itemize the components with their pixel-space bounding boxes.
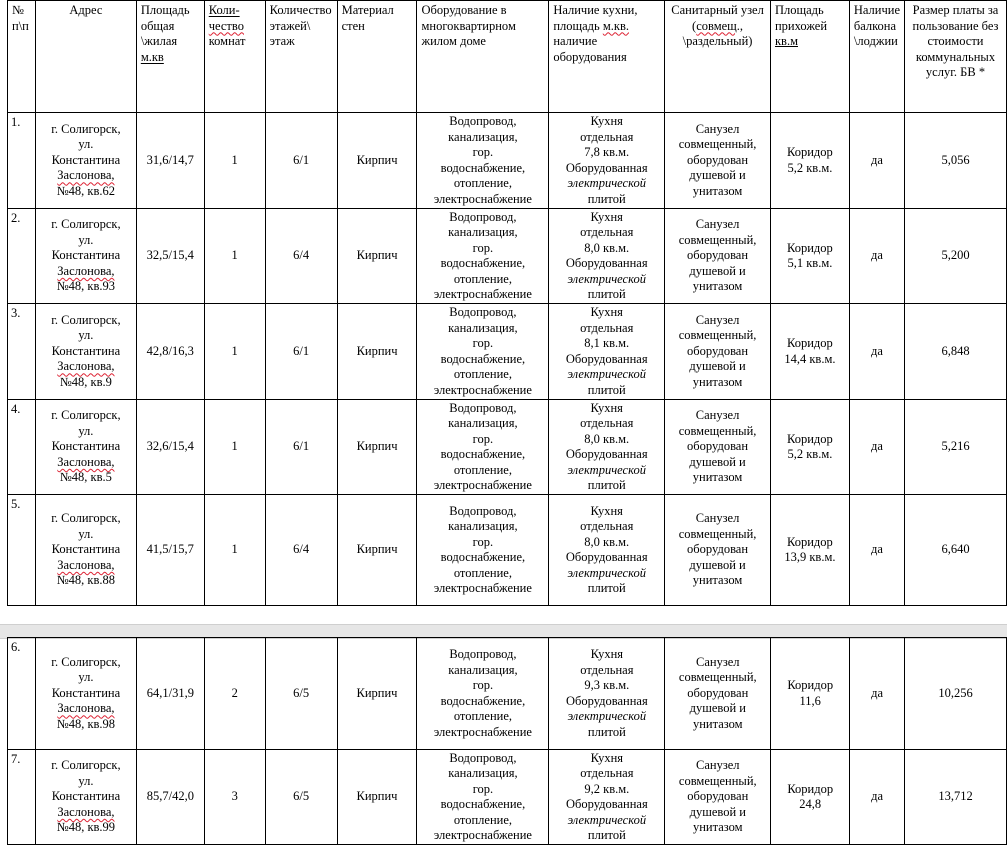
floors-cell: 6/4: [265, 209, 337, 304]
header-balcony: Наличие балкона \лоджии: [849, 1, 904, 113]
table-row: [8, 638, 1007, 750]
table-row: [8, 113, 1007, 209]
table-row: [8, 209, 1007, 304]
payment-cell: 5,216: [905, 400, 1007, 495]
hall-cell: Коридор 5,2 кв.м.: [770, 113, 849, 209]
address-cell: г. Солигорск, ул. Константина Заслонова, №48, кв.9: [35, 304, 136, 400]
header-payment: Размер платы за пользование без стоимости коммунальных услуг. БВ *: [905, 1, 1007, 113]
address-cell: г. Солигорск, ул. Константина Заслонова, №48, кв.5: [35, 400, 136, 495]
header-walls: Материал стен: [337, 1, 417, 113]
balcony-cell: да: [849, 304, 904, 400]
hall-cell: Коридор 11,6: [771, 638, 850, 750]
walls-cell: Кирпич: [337, 113, 417, 209]
payment-cell: 6,848: [905, 304, 1007, 400]
sanitary-cell: Санузел совмещенный, оборудован душевой и унитазом: [665, 400, 771, 495]
table-body-2: [8, 638, 1007, 845]
equipment-cell: Водопровод, канализация, гор. водоснабжение, отопление, электроснабжение: [417, 209, 549, 304]
equipment-cell: Водопровод, канализация, гор. водоснабжение, отопление, электроснабжение: [417, 400, 549, 495]
rooms-cell: 1: [204, 400, 265, 495]
address-cell: г. Солигорск, ул. Константина Заслонова, №48, кв.62: [35, 113, 136, 209]
apartments-table-page-2: [7, 637, 1007, 845]
header-floors: Количество этажей\ этаж: [265, 1, 337, 113]
row-number: 1.: [8, 113, 36, 209]
walls-cell: Кирпич: [337, 400, 417, 495]
balcony-cell: да: [849, 209, 904, 304]
header-num: № п\п: [8, 1, 36, 113]
hall-cell: Коридор 5,1 кв.м.: [770, 209, 849, 304]
floors-cell: 6/5: [265, 750, 337, 845]
header-sanitary: Санитарный узел (совмещ., \раздельный): [665, 1, 771, 113]
rooms-cell: 2: [204, 638, 265, 750]
table-row: [8, 400, 1007, 495]
row-number: 4.: [8, 400, 36, 495]
walls-cell: Кирпич: [337, 750, 417, 845]
header-address: Адрес: [35, 1, 136, 113]
equipment-cell: Водопровод, канализация, гор. водоснабжение, отопление, электроснабжение: [417, 113, 549, 209]
balcony-cell: да: [850, 638, 905, 750]
hall-cell: Коридор 24,8: [771, 750, 850, 845]
apartments-table-page-1: [7, 0, 1007, 606]
address-cell: г. Солигорск, ул. Константина Заслонова, №48, кв.98: [35, 638, 136, 750]
hall-cell: Коридор 5,2 кв.м.: [770, 400, 849, 495]
table-row: [8, 750, 1007, 845]
sanitary-cell: Санузел совмещенный, оборудован душевой и унитазом: [665, 495, 771, 606]
walls-cell: Кирпич: [337, 209, 417, 304]
header-kitchen: Наличие кухни, площадь м.кв. наличие оборудования: [549, 1, 665, 113]
rooms-cell: 1: [204, 113, 265, 209]
row-number: 3.: [8, 304, 36, 400]
area-cell: 42,8/16,3: [136, 304, 204, 400]
table-row: [8, 495, 1007, 606]
row-number: 6.: [8, 638, 36, 750]
payment-cell: 5,056: [905, 113, 1007, 209]
walls-cell: Кирпич: [337, 638, 417, 750]
walls-cell: Кирпич: [337, 495, 417, 606]
kitchen-cell: Кухня отдельная 8,0 кв.м. Оборудованная электрической плитой: [549, 400, 665, 495]
row-number: 2.: [8, 209, 36, 304]
kitchen-cell: Кухня отдельная 9,3 кв.м. Оборудованная электрической плитой: [549, 638, 665, 750]
area-cell: 32,5/15,4: [136, 209, 204, 304]
rooms-cell: 1: [204, 209, 265, 304]
sanitary-cell: Санузел совмещенный, оборудован душевой и унитазом: [665, 638, 771, 750]
area-cell: 64,1/31,9: [136, 638, 204, 750]
header-row: [8, 1, 1007, 113]
area-cell: 85,7/42,0: [136, 750, 204, 845]
address-cell: г. Солигорск, ул. Константина Заслонова, №48, кв.88: [35, 495, 136, 606]
table-body-1: [8, 113, 1007, 606]
balcony-cell: да: [849, 495, 904, 606]
payment-cell: 5,200: [905, 209, 1007, 304]
row-number: 7.: [8, 750, 36, 845]
address-cell: г. Солигорск, ул. Константина Заслонова, №48, кв.99: [35, 750, 136, 845]
kitchen-cell: Кухня отдельная 8,0 кв.м. Оборудованная электрической плитой: [549, 209, 665, 304]
balcony-cell: да: [850, 750, 905, 845]
equipment-cell: Водопровод, канализация, гор. водоснабжение, отопление, электроснабжение: [417, 750, 549, 845]
equipment-cell: Водопровод, канализация, гор. водоснабжение, отопление, электроснабжение: [417, 638, 549, 750]
payment-cell: 6,640: [905, 495, 1007, 606]
sanitary-cell: Санузел совмещенный, оборудован душевой и унитазом: [665, 209, 771, 304]
floors-cell: 6/1: [265, 304, 337, 400]
sanitary-cell: Санузел совмещенный, оборудован душевой и унитазом: [665, 304, 771, 400]
floors-cell: 6/1: [265, 400, 337, 495]
sanitary-cell: Санузел совмещенный, оборудован душевой и унитазом: [665, 750, 771, 845]
hall-cell: Коридор 14,4 кв.м.: [770, 304, 849, 400]
kitchen-cell: Кухня отдельная 8,1 кв.м. Оборудованная электрической плитой: [549, 304, 665, 400]
area-cell: 31,6/14,7: [136, 113, 204, 209]
header-equipment: Оборудование в многоквартирном жилом доме: [417, 1, 549, 113]
balcony-cell: да: [849, 113, 904, 209]
table-row: [8, 304, 1007, 400]
floors-cell: 6/5: [265, 638, 337, 750]
rooms-cell: 1: [204, 495, 265, 606]
area-cell: 41,5/15,7: [136, 495, 204, 606]
payment-cell: 13,712: [905, 750, 1007, 845]
kitchen-cell: Кухня отдельная 7,8 кв.м. Оборудованная электрической плитой: [549, 113, 665, 209]
address-cell: г. Солигорск, ул. Константина Заслонова, №48, кв.93: [35, 209, 136, 304]
header-hall: Площадь прихожей кв.м: [770, 1, 849, 113]
floors-cell: 6/4: [265, 495, 337, 606]
balcony-cell: да: [849, 400, 904, 495]
equipment-cell: Водопровод, канализация, гор. водоснабжение, отопление, электроснабжение: [417, 304, 549, 400]
header-area: Площадь общая \жилая м.кв: [136, 1, 204, 113]
hall-cell: Коридор 13,9 кв.м.: [770, 495, 849, 606]
area-cell: 32,6/15,4: [136, 400, 204, 495]
header-rooms: Коли- чество комнат: [204, 1, 265, 113]
kitchen-cell: Кухня отдельная 9,2 кв.м. Оборудованная электрической плитой: [549, 750, 665, 845]
rooms-cell: 3: [204, 750, 265, 845]
walls-cell: Кирпич: [337, 304, 417, 400]
kitchen-cell: Кухня отдельная 8,0 кв.м. Оборудованная электрической плитой: [549, 495, 665, 606]
equipment-cell: Водопровод, канализация, гор. водоснабжение, отопление, электроснабжение: [417, 495, 549, 606]
floors-cell: 6/1: [265, 113, 337, 209]
row-number: 5.: [8, 495, 36, 606]
payment-cell: 10,256: [905, 638, 1007, 750]
rooms-cell: 1: [204, 304, 265, 400]
sanitary-cell: Санузел совмещенный, оборудован душевой и унитазом: [665, 113, 771, 209]
